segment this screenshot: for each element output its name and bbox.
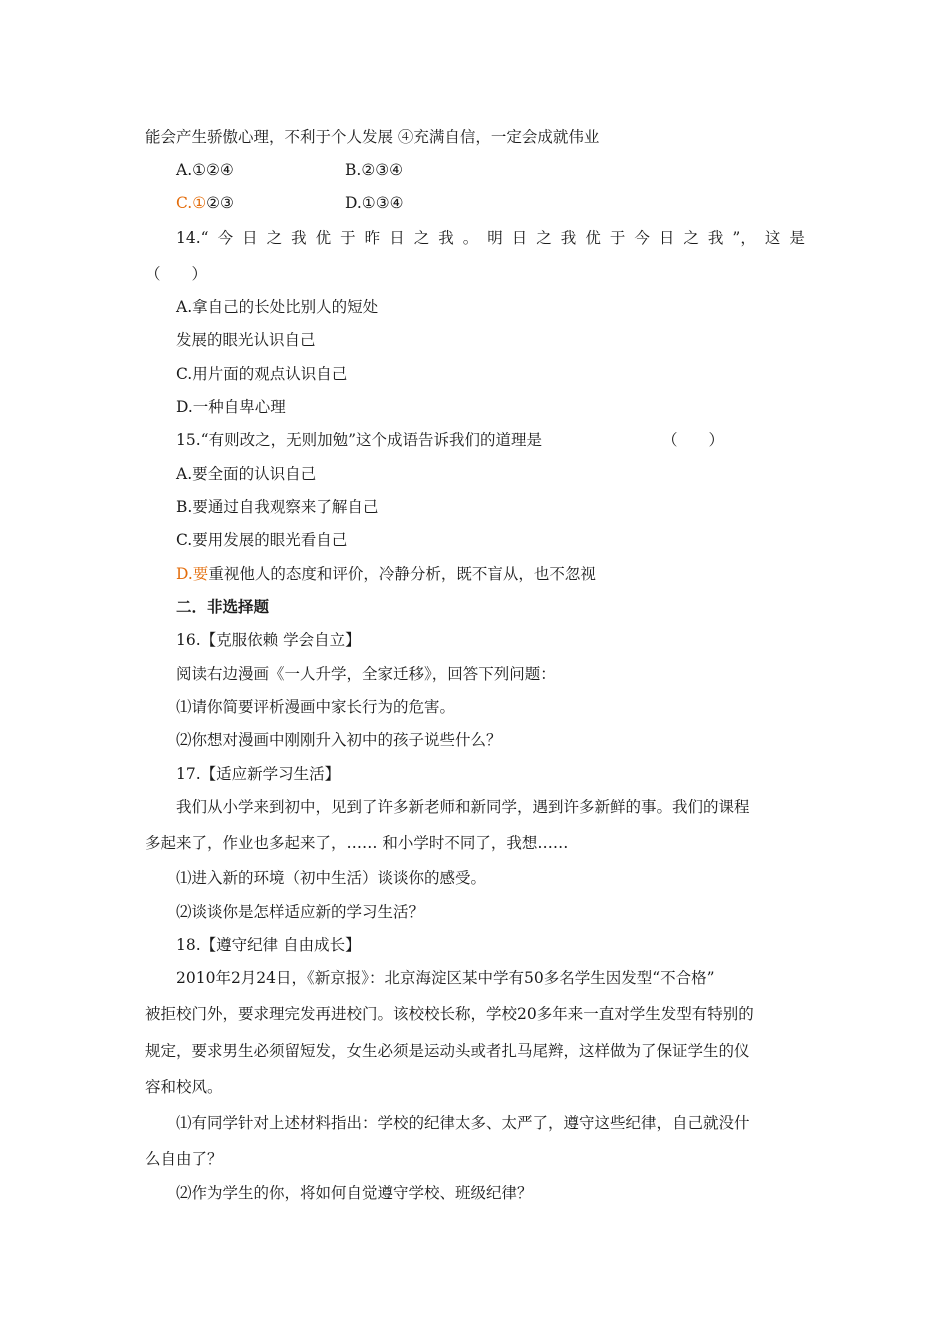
q14-question xyxy=(0,228,950,248)
q13-option-a: A.①②④ xyxy=(176,161,234,179)
q16-sub2: ⑵你想对漫画中刚刚升入初中的孩子说些什么？ xyxy=(176,731,502,749)
q14-char: ”， xyxy=(732,229,756,247)
q14-char: 日 xyxy=(242,229,258,247)
q13-option-c-highlight: C.① xyxy=(176,194,207,212)
q15-option-a: A.要全面的认识自己 xyxy=(176,465,317,483)
q14-char: 我 xyxy=(560,229,577,247)
q16-title: 16.【克服依赖 学会自立】 xyxy=(176,631,361,649)
q14-option-a: A.拿自己的长处比别人的短处 xyxy=(176,298,379,316)
q18-paragraph-line3: 规定，要求男生必须留短发，女生必须是运动头或者扎马尾辫，这样做为了保证学生的仪 xyxy=(145,1042,750,1060)
q14-char: 之 xyxy=(266,229,283,247)
q14-char: 是 xyxy=(789,229,805,247)
q18-title: 18.【遵守纪律 自由成长】 xyxy=(176,936,361,954)
q14-char: 之 xyxy=(413,229,430,247)
q18-paragraph-line2: 被拒校门外，要求理完发再进校门。该校校长称，学校20多年来一直对学生发型有特别的 xyxy=(145,1005,754,1023)
q14-option-c: C.用片面的观点认识自己 xyxy=(176,365,348,383)
q14-char: 这 xyxy=(764,229,781,247)
q13-option-b: B.②③④ xyxy=(345,161,404,179)
q18-paragraph-line4: 容和校风。 xyxy=(145,1078,223,1096)
q18-sub2: ⑵作为学生的你，将如何自觉遵守学校、班级纪律？ xyxy=(176,1184,533,1202)
q14-char: 之 xyxy=(536,229,552,247)
q14-char: 日 xyxy=(389,229,405,247)
q15-option-d-highlight: D.要 xyxy=(176,565,209,583)
q18-paragraph-line1: 2010年2月24日，《新京报》：北京海淀区某中学有50多名学生因发型“不合格” xyxy=(176,969,715,987)
q14-char: 于 xyxy=(340,229,356,247)
q18-sub1-line2: 么自由了？ xyxy=(145,1150,223,1168)
q14-char: 。 xyxy=(462,229,479,247)
q14-char: 昨 xyxy=(364,229,381,247)
q14-char: 之 xyxy=(683,229,699,247)
q17-title: 17.【适应新学习生活】 xyxy=(176,765,341,783)
q16-sub1: ⑴请你简要评析漫画中家长行为的危害。 xyxy=(176,698,456,716)
q14-answer-paren: （ ） xyxy=(145,265,208,283)
q17-paragraph-line2: 多起来了，作业也多起来了，…… 和小学时不同了，我想…… xyxy=(145,834,569,852)
q14-char: 今 xyxy=(634,229,650,247)
q15-question: 15.“有则改之，无则加勉”这个成语告诉我们的道理是 xyxy=(176,431,542,449)
q18-sub1-line1: ⑴有同学针对上述材料指出：学校的纪律太多、太严了，遵守这些纪律，自己就没什 xyxy=(176,1114,750,1132)
q14-char: 优 xyxy=(315,229,332,247)
q14-option-b: 发展的眼光认识自己 xyxy=(176,331,316,349)
q14-char: 我 xyxy=(438,229,454,247)
q15-option-b: B.要通过自我观察来了解自己 xyxy=(176,498,379,516)
q14-char: 明 xyxy=(487,229,503,247)
q13-option-c xyxy=(176,193,234,213)
q14-char: 优 xyxy=(585,229,601,247)
q14-char: 我 xyxy=(707,229,724,247)
q14-char: 于 xyxy=(609,229,626,247)
q14-option-d: D.一种自卑心理 xyxy=(176,398,286,416)
q17-sub2: ⑵谈谈你是怎样适应新的学习生活？ xyxy=(176,903,425,921)
q15-option-d-rest: 重视他人的态度和评价，冷静分析，既不盲从，也不忽视 xyxy=(208,565,596,583)
q14-char: 14.“ xyxy=(176,229,209,247)
q17-sub1: ⑴进入新的环境（初中生活）谈谈你的感受。 xyxy=(176,869,487,887)
q17-paragraph-line1: 我们从小学来到初中，见到了许多新老师和新同学，遇到许多新鲜的事。我们的课程 xyxy=(176,798,750,816)
q14-char: 今 xyxy=(217,229,234,247)
q15-option-d xyxy=(0,564,950,584)
section-heading: 二．非选择题 xyxy=(176,597,270,616)
q14-char: 日 xyxy=(511,229,528,247)
q14-char: 日 xyxy=(658,229,675,247)
q13-option-c-rest: ②③ xyxy=(206,194,234,212)
q13-option-d: D.①③④ xyxy=(345,194,404,212)
q15-option-c: C.要用发展的眼光看自己 xyxy=(176,531,348,549)
q15-answer-paren: （ ） xyxy=(662,431,725,449)
q13-continuation: 能会产生骄傲心理，不利于个人发展 ④充满自信，一定会成就伟业 xyxy=(145,128,600,146)
q16-intro: 阅读右边漫画《一人升学，全家迁移》，回答下列问题： xyxy=(176,665,556,683)
q14-char: 我 xyxy=(291,229,307,247)
